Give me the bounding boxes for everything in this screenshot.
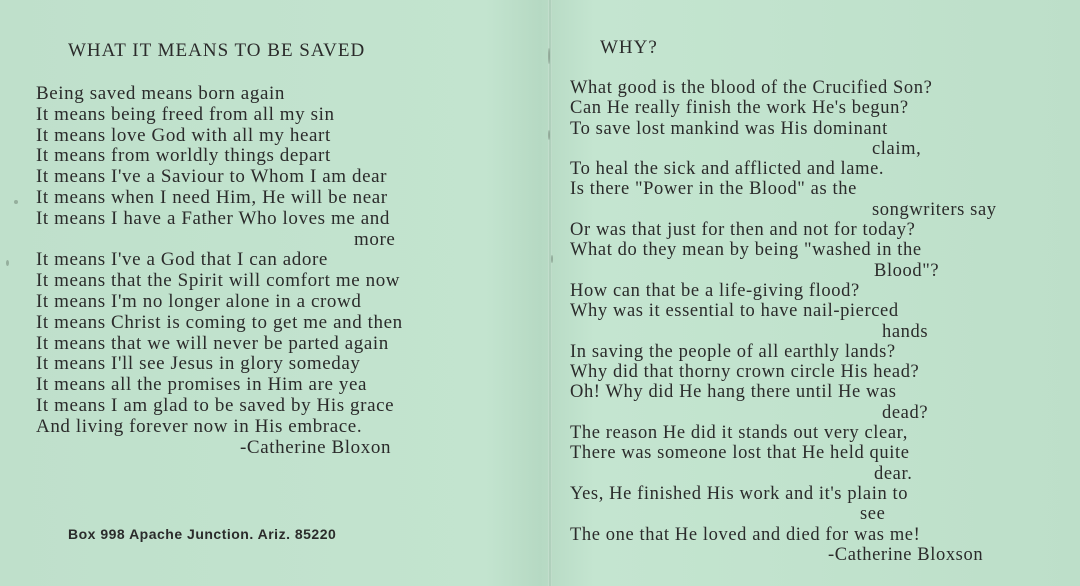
poem-line: Or was that just for then and not for today? bbox=[570, 220, 916, 241]
poem-line: To save lost mankind was His dominant bbox=[570, 118, 888, 139]
poem-line: It means I'm no longer alone in a crowd bbox=[36, 290, 362, 312]
left-poem-title: WHAT IT MEANS TO BE SAVED bbox=[68, 40, 366, 61]
poem-line: Can He really finish the work He's begun? bbox=[570, 98, 909, 119]
poem-line: How can that be a life-giving flood? bbox=[570, 280, 860, 301]
poem-line: Being saved means born again bbox=[36, 83, 285, 104]
poem-line: It means when I need Him, He will be near bbox=[36, 186, 388, 208]
poem-line: Oh! Why did He hang there until He was bbox=[570, 382, 897, 403]
poem-line: The one that He loved and died for was me! bbox=[570, 524, 921, 545]
poem-line: It means I have a Father Who loves me and bbox=[36, 207, 391, 229]
poem-line: It means I am glad to be saved by His grace bbox=[36, 394, 395, 416]
poem-line: The reason He did it stands out very clear, bbox=[570, 423, 908, 444]
paper-speck bbox=[548, 48, 550, 64]
poem-line: It means love God with all my heart bbox=[36, 124, 331, 146]
poem-line: dead? bbox=[882, 402, 929, 423]
right-poem-title: WHY? bbox=[600, 37, 658, 58]
paper-speck bbox=[548, 130, 550, 140]
poem-line: And living forever now in His embrace. bbox=[36, 415, 363, 437]
paper-speck bbox=[6, 260, 9, 266]
poem-line: Yes, He finished His work and it's plain to bbox=[570, 483, 909, 504]
poem-line: claim, bbox=[872, 138, 922, 159]
poem-line: Is there "Power in the Blood" as the bbox=[570, 179, 857, 200]
paper-speck bbox=[551, 255, 553, 263]
right-poem bbox=[570, 78, 997, 565]
poem-author: -Catherine Bloxson bbox=[828, 544, 984, 565]
poem-line: more bbox=[354, 228, 396, 250]
poem-line: songwriters say bbox=[872, 199, 997, 220]
poem-line: see bbox=[860, 504, 886, 525]
poem-line: It means I've a Saviour to Whom I am dear bbox=[36, 166, 388, 188]
poem-line: In saving the people of all earthly lands? bbox=[570, 341, 896, 362]
poem-line: hands bbox=[882, 321, 929, 342]
poem-line: It means I'll see Jesus in glory someday bbox=[36, 353, 361, 375]
poem-line: There was someone lost that He held quite bbox=[570, 443, 910, 464]
poem-line: It means Christ is coming to get me and then bbox=[36, 311, 403, 333]
poem-line: It means I've a God that I can adore bbox=[36, 249, 328, 271]
poem-line: Why was it essential to have nail-pierced bbox=[570, 301, 899, 322]
poem-line: It means that we will never be parted again bbox=[36, 332, 389, 354]
poem-line: Blood"? bbox=[874, 260, 940, 281]
poem-line: Why did that thorny crown circle His head? bbox=[570, 362, 920, 383]
poem-line: To heal the sick and afflicted and lame. bbox=[570, 159, 885, 180]
center-fold bbox=[548, 0, 552, 586]
poem-line: What do they mean by being "washed in the bbox=[570, 240, 922, 261]
poem-line: It means from worldly things depart bbox=[36, 145, 331, 167]
poem-line: It means all the promises in Him are yea bbox=[36, 374, 368, 396]
mailing-address: Box 998 Apache Junction. Ariz. 85220 bbox=[68, 526, 337, 542]
poem-line: It means being freed from all my sin bbox=[36, 103, 335, 125]
paper-speck bbox=[14, 200, 18, 204]
left-poem bbox=[36, 84, 403, 458]
poem-line: It means that the Spirit will comfort me now bbox=[36, 270, 401, 292]
poem-line: What good is the blood of the Crucified Son? bbox=[570, 78, 933, 98]
poem-line: dear. bbox=[874, 463, 913, 484]
poem-author: -Catherine Bloxon bbox=[240, 436, 392, 458]
